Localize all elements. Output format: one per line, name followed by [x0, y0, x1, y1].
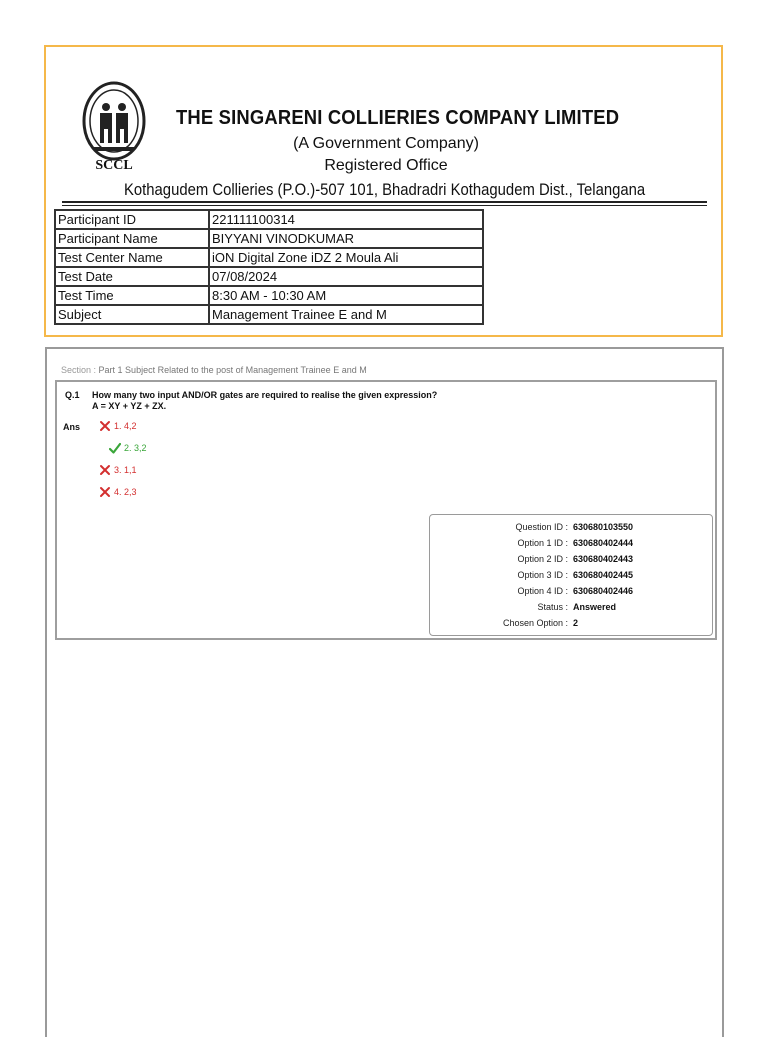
table-row	[55, 229, 483, 248]
test-center-value: iON Digital Zone iDZ 2 Moula Ali	[209, 248, 483, 267]
option-text: 3. 1,1	[114, 465, 137, 475]
section-label: Section :	[61, 365, 97, 375]
meta-row	[430, 521, 712, 533]
option3-id-value: 630680402445	[573, 570, 634, 580]
participant-table	[54, 209, 484, 325]
cross-icon	[99, 420, 111, 432]
option1-id-value: 630680402444	[573, 538, 634, 548]
option3-id-label: Option 3 ID :	[517, 570, 568, 580]
logo-text: SCCL	[95, 158, 133, 173]
divider-line	[62, 201, 707, 203]
table-row	[55, 267, 483, 286]
participant-name-label: Participant Name	[55, 229, 209, 248]
divider-line	[62, 205, 707, 206]
option1-id-label: Option 1 ID :	[517, 538, 568, 548]
test-date-label: Test Date	[55, 267, 209, 286]
section-name: Part 1 Subject Related to the post of Management Trainee E and M	[98, 365, 367, 375]
test-date-value: 07/08/2024	[209, 267, 483, 286]
question-box	[55, 380, 717, 640]
option4-id-value: 630680402446	[573, 586, 634, 596]
meta-row	[430, 553, 712, 565]
cross-icon	[99, 486, 111, 498]
status-value: Answered	[573, 602, 617, 612]
table-row	[55, 210, 483, 229]
company-name: THE SINGARENI COLLIERIES COMPANY LIMITED	[176, 107, 620, 129]
meta-row	[430, 537, 712, 549]
option-3	[99, 464, 137, 476]
option-text: 4. 2,3	[114, 487, 137, 497]
option-2	[109, 442, 147, 454]
question-text	[92, 390, 437, 412]
section-heading	[61, 365, 367, 375]
company-address: Kothagudem Collieries (P.O.)-507 101, Bhadradri Kothagudem Dist., Telangana	[124, 181, 646, 199]
question-meta-box	[429, 514, 713, 636]
option-1	[99, 420, 137, 432]
subject-label: Subject	[55, 305, 209, 324]
option4-id-label: Option 4 ID :	[517, 586, 568, 596]
participant-name-value: BIYYANI VINODKUMAR	[209, 229, 483, 248]
company-subtitle: (A Government Company)	[293, 135, 479, 152]
test-time-value: 8:30 AM - 10:30 AM	[209, 286, 483, 305]
subject-value: Management Trainee E and M	[209, 305, 483, 324]
question-expression: A = XY + YZ + ZX.	[92, 401, 167, 411]
participant-id-label: Participant ID	[55, 210, 209, 229]
participant-id-value: 221111100314	[209, 210, 483, 229]
question-frame	[45, 347, 724, 1037]
option-4	[99, 486, 137, 498]
ans-label: Ans	[63, 422, 81, 432]
table-row	[55, 305, 483, 324]
status-label: Status :	[537, 602, 568, 612]
chosen-option-value: 2	[573, 618, 579, 628]
table-row	[55, 286, 483, 305]
check-icon	[109, 442, 121, 454]
meta-row	[430, 617, 712, 629]
cross-icon	[99, 464, 111, 476]
test-time-label: Test Time	[55, 286, 209, 305]
question-id-label: Question ID :	[515, 522, 568, 532]
table-row	[55, 248, 483, 267]
question-id-value: 630680103550	[573, 522, 634, 532]
option2-id-label: Option 2 ID :	[517, 554, 568, 564]
meta-row	[430, 601, 712, 613]
registered-office: Registered Office	[324, 157, 448, 174]
question-number: Q.1	[65, 390, 80, 400]
test-center-label: Test Center Name	[55, 248, 209, 267]
meta-row	[430, 585, 712, 597]
question-text-line: How many two input AND/OR gates are required to realise the given expression?	[92, 390, 438, 400]
chosen-option-label: Chosen Option :	[502, 618, 568, 628]
option2-id-value: 630680402443	[573, 554, 634, 564]
header-frame	[44, 45, 723, 337]
meta-row	[430, 569, 712, 581]
option-text: 1. 4,2	[114, 421, 137, 431]
option-text: 2. 3,2	[124, 443, 147, 453]
